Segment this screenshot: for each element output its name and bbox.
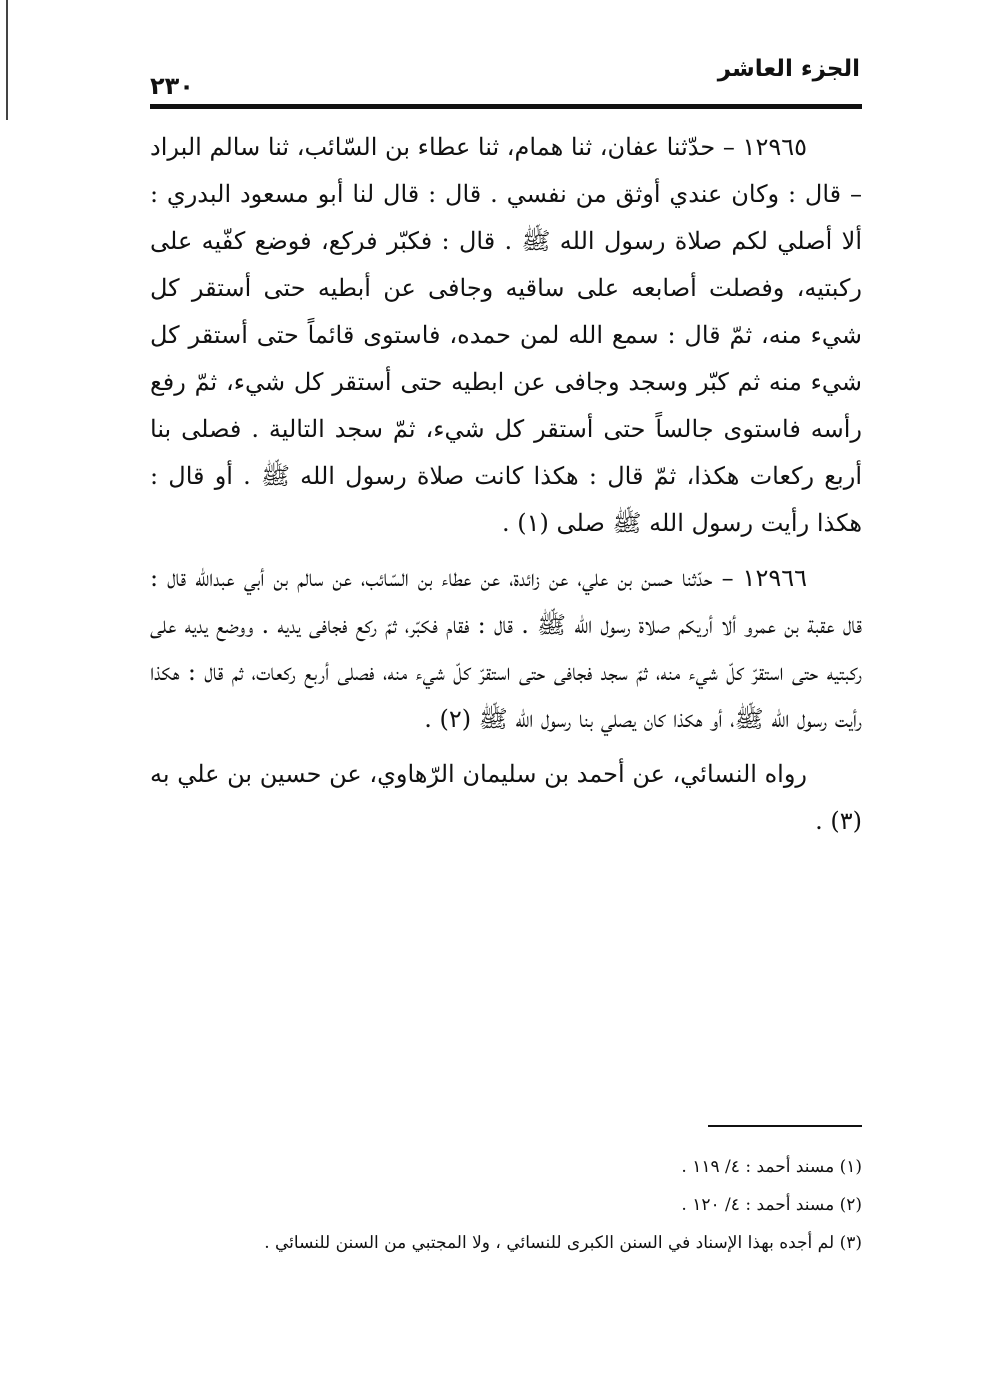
narration-note-paragraph: رواه النسائي، عن أحمد بن سليمان الرّهاوي، عن حسين بن علي به (٣) . <box>150 760 862 835</box>
footnote-3: (٣) لم أجده بهذا الإسناد في السنن الكبرى للنسائي ، ولا المجتبي من السنن للنسائي . <box>264 1233 862 1253</box>
page-header <box>150 52 860 104</box>
body-text <box>150 124 862 853</box>
hadith-paragraph-12965: ١٢٩٦٥ – حدّثنا عفان، ثنا همام، ثنا عطاء بن السّائب، ثنا سالم البراد – قال : وكان عندي أوثق من نفسي . قال : قال لنا أبو مسعود البدري : ألا أصلي لكم صلاة رسول الله ﷺ . قال : فكبّر فركع، فوضع كفّيه على ركبتيه، وفصلت أصابعه على ساقيه وجافى عن أبطيه حتى أستقر كل شيء منه، ثمّ قال : سمع الله لمن حمده، فاستوى قائماً حتى أستقر كل شيء منه ثم كبّر وسجد وجافى عن ابطيه حتى أستقر كل شيء، ثمّ رفع رأسه فاستوى جالساً حتى أستقر كل شيء، ثمّ سجد التالية . فصلى بنا أربع ركعات هكذا، ثمّ قال : هكذا كانت صلاة رسول الله ﷺ . أو قال : هكذا رأيت رسول الله ﷺ صلى (١) . <box>150 133 862 537</box>
footnote-divider <box>708 1125 862 1127</box>
running-title: الجزء العاشر <box>717 56 860 82</box>
margin-rule <box>6 0 8 120</box>
footnotes <box>150 1148 862 1262</box>
header-divider <box>150 104 862 109</box>
hadith-paragraph-12966: ١٢٩٦٦ – حدّثنا حسن بن علي، عن زائدة، عن عطاء بن السّائب، عن سالم بن أبي عبدالله قال : قال عقبة بن عمرو ألا أريكم صلاة رسول الله ﷺ . قال : فقام فكبّر، ثمّ ركع فجافى يديه . ووضع يديه على ركبتيه حتى استقرّ كلّ شيء منه، ثمّ سجد فجافى حتى استقرّ كلّ شيء منه، فصلى أربع ركعات، ثم قال : هكذا رأيت رسول الله ﷺ، أو هكذا كان يصلي بنا رسول الله ﷺ (٢) . <box>150 564 862 733</box>
footnote-2: (٢) مسند أحمد : ٤/ ١٢٠ . <box>681 1195 862 1215</box>
page-number: ٢٣٠ <box>150 72 194 100</box>
footnote-1: (١) مسند أحمد : ٤/ ١١٩ . <box>681 1157 862 1177</box>
